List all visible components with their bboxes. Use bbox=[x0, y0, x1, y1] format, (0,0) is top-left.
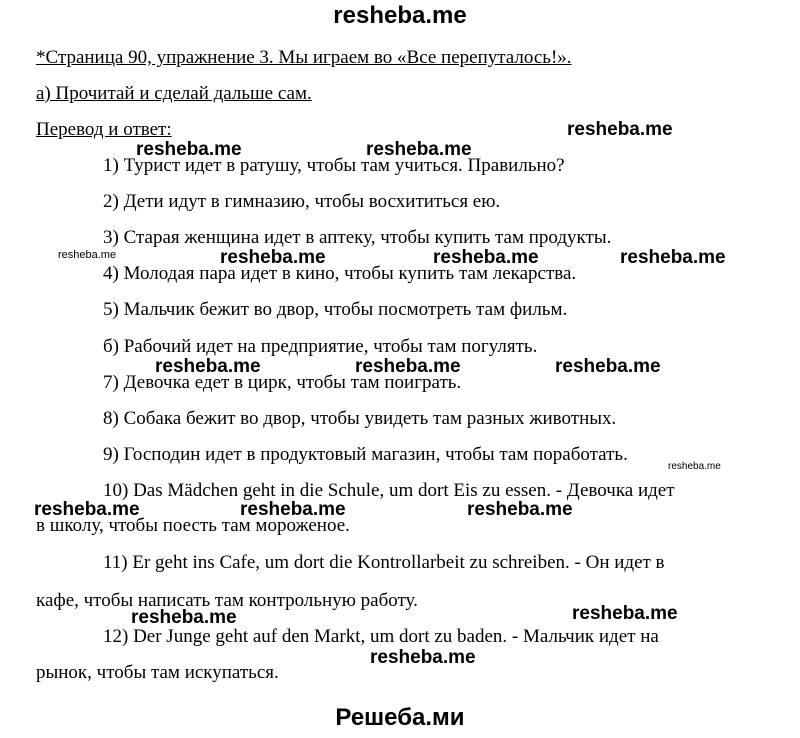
watermark: resheba.me bbox=[433, 247, 539, 268]
watermark: resheba.me bbox=[58, 249, 117, 261]
answer-item-9: 9) Господин идет в продуктовый магазин, чтобы там поработать. bbox=[103, 444, 628, 465]
watermark: resheba.me bbox=[131, 607, 237, 628]
watermark: resheba.me bbox=[355, 356, 461, 377]
watermark: resheba.me bbox=[34, 499, 140, 520]
answer-item-2: 2) Дети идут в гимназию, чтобы восхититься ею. bbox=[103, 191, 501, 212]
watermark: resheba.me bbox=[467, 499, 573, 520]
task-instruction: а) Прочитай и сделай дальше сам. bbox=[36, 83, 312, 104]
watermark: resheba.me bbox=[155, 356, 261, 377]
watermark: resheba.me bbox=[136, 139, 242, 160]
answer-item-8: 8) Собака бежит во двор, чтобы увидеть там разных животных. bbox=[103, 408, 617, 429]
watermark: resheba.me bbox=[370, 647, 476, 668]
answer-item-1: 1) Турист идет в ратушу, чтобы там учиться. Правильно? bbox=[103, 155, 565, 176]
watermark: resheba.me bbox=[620, 247, 726, 268]
site-footer-title: Решеба.ми bbox=[335, 704, 465, 731]
watermark: resheba.me bbox=[240, 499, 346, 520]
watermark: resheba.me bbox=[668, 461, 721, 472]
answer-item-11-line1: 11) Er geht ins Cafe, um dort die Kontrollarbeit zu schreiben. - Он идет в bbox=[103, 552, 665, 573]
watermark: resheba.me bbox=[572, 603, 678, 624]
answer-item-4: 4) Молодая пара идет в кино, чтобы купить там лекарства. bbox=[103, 263, 577, 284]
answer-item-10-line2: в школу, чтобы поесть там мороженое. bbox=[36, 515, 350, 536]
watermark: resheba.me bbox=[366, 139, 472, 160]
exercise-heading: *Страница 90, упражнение 3. Мы играем во «Все перепуталось!». bbox=[36, 47, 572, 68]
watermark: resheba.me bbox=[567, 119, 673, 140]
site-header-title: resheba.me bbox=[333, 2, 467, 29]
answer-item-12-line2: рынок, чтобы там искупаться. bbox=[36, 662, 279, 683]
answer-item-12-line1: 12) Der Junge geht auf den Markt, um dort zu baden. - Мальчик идет на bbox=[103, 626, 659, 647]
answer-item-7: 7) Девочка едет в цирк, чтобы там поиграть. bbox=[103, 372, 462, 393]
answer-item-10-line1: 10) Das Mädchen geht in die Schule, um dort Eis zu essen. - Девочка идет bbox=[103, 480, 675, 501]
watermark: resheba.me bbox=[555, 356, 661, 377]
section-label: Перевод и ответ: bbox=[36, 119, 172, 140]
answer-item-6: б) Рабочий идет на предприятие, чтобы там погулять. bbox=[103, 336, 538, 357]
watermark: resheba.me bbox=[220, 247, 326, 268]
answer-item-3: 3) Старая женщина идет в аптеку, чтобы купить там продукты. bbox=[103, 227, 612, 248]
answer-item-5: 5) Мальчик бежит во двор, чтобы посмотреть там фильм. bbox=[103, 299, 568, 320]
answer-item-11-line2: кафе, чтобы написать там контрольную работу. bbox=[36, 590, 418, 611]
